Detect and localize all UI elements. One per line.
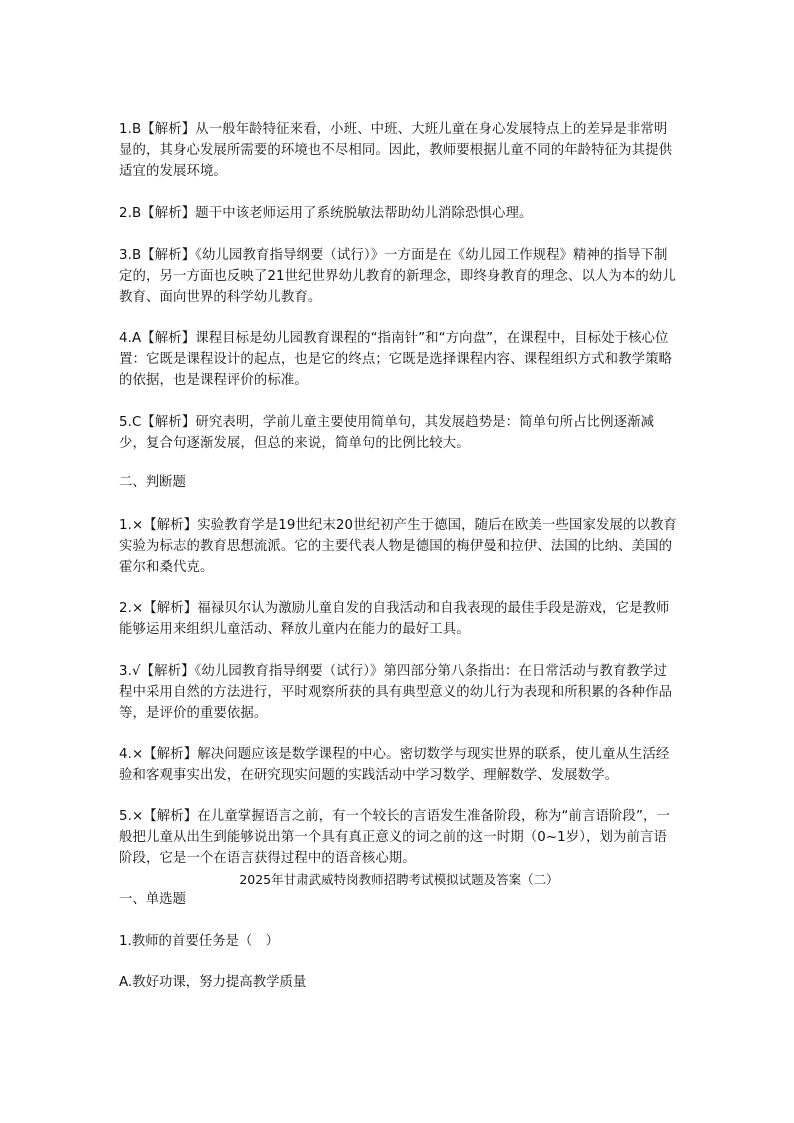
judgment-paragraph-2: 2.×【解析】福禄贝尔认为激励儿童自发的自我活动和自我表现的最佳手段是游戏，它是教师能够运用来组织儿童活动、释放儿童内在能力的最好工具。 (119, 601, 670, 637)
exam-title: 2025年甘肃武威特岗教师招聘考试模拟试题及答案（二） (239, 872, 559, 887)
section-heading-single-choice: 一、单选题 (119, 892, 186, 907)
judgment-paragraph-5: 5.×【解析】在儿童掌握语言之前，有一个较长的言语发生准备阶段，称为“前言语阶段”，一般把儿童从出生到能够说出第一个具有真正意义的词之前的这一时期（0~1岁），划为前言语阶段，它是一个在语言获得过程中的语音核心期。 (119, 809, 671, 866)
judgment-paragraph-3: 3.√【解析】《幼儿园教育指导纲要（试行）》第四部分第八条指出：在日常活动与教育教学过程中采用自然的方法进行，平时观察所获的具有典型意义的幼儿行为表现和所积累的各种作品等，是评价的重要依据。 (119, 664, 673, 721)
answer-paragraph-3: 3.B【解析】《幼儿园教育指导纲要（试行）》一方面是在《幼儿园工作规程》精神的指导下制定的，另一方面也反映了21世纪世界幼儿教育的新理念，即终身教育的理念、以人为本的幼儿教育、面向世界的科学幼儿教育。 (119, 248, 676, 305)
question-1: 1.教师的首要任务是（ ） (119, 934, 280, 949)
answer-paragraph-4: 4.A【解析】课程目标是幼儿园教育课程的“指南针”和“方向盘”，在课程中，目标处于核心位置：它既是课程设计的起点，也是它的终点；它既是选择课程内容、课程组织方式和教学策略的依据，也是课程评价的标准。 (119, 331, 673, 388)
section-heading-judgment: 二、判断题 (119, 475, 186, 490)
answer-paragraph-2: 2.B【解析】题干中该老师运用了系统脱敏法帮助幼儿消除恐惧心理。 (119, 206, 533, 221)
answer-paragraph-1: 1.B【解析】从一般年龄特征来看，小班、中班、大班儿童在身心发展特点上的差异是非常明显的，其身心发展所需要的环境也不尽相同。因此，教师要根据儿童不同的年龄特征为其提供适宜的发展环境。 (119, 122, 673, 179)
judgment-paragraph-4: 4.×【解析】解决问题应该是数学课程的中心。密切数学与现实世界的联系，使儿童从生活经验和客观事实出发，在研究现实问题的实践活动中学习数学、理解数学、发展数学。 (119, 747, 670, 783)
answer-paragraph-5: 5.C【解析】研究表明，学前儿童主要使用简单句，其发展趋势是：简单句所占比例逐渐减少，复合句逐渐发展，但总的来说，简单句的比例比较大。 (119, 415, 655, 451)
question-1-option-a: A.教好功课，努力提高教学质量 (119, 975, 307, 990)
judgment-paragraph-1: 1.×【解析】实验教育学是19世纪末20世纪初产生于德国，随后在欧美一些国家发展的以教育实验为标志的教育思想流派。它的主要代表人物是德国的梅伊曼和拉伊、法国的比纳、美国的霍尔和桑代克。 (119, 518, 677, 575)
